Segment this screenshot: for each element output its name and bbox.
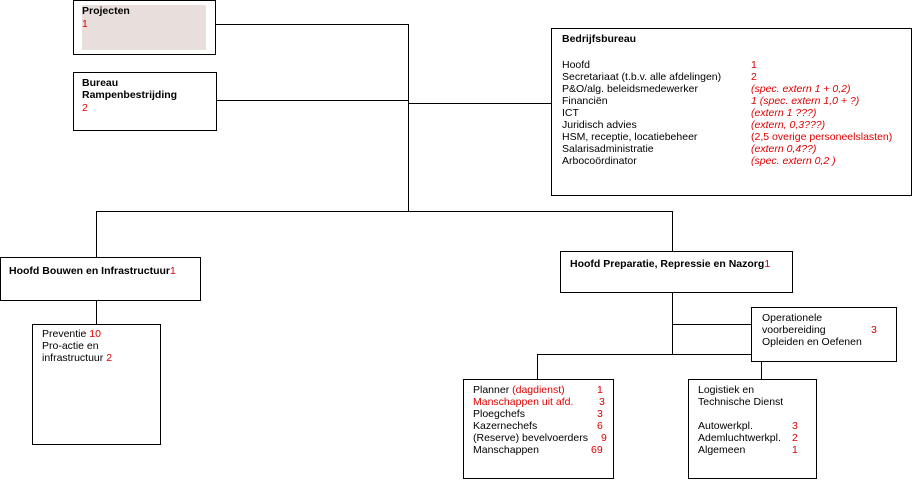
- operationele-line1: Operationele: [762, 312, 823, 324]
- connector-bedrijfsbureau-h: [408, 103, 552, 104]
- planner-row-label: Kazernechefs: [473, 420, 538, 432]
- pro-actie-line: Pro-actie en: [42, 340, 99, 352]
- hoofd-preparatie-title-row: [570, 258, 770, 271]
- hoofd-preparatie-box: [560, 251, 793, 293]
- operationele-count: 3: [871, 324, 877, 336]
- projecten-box: [73, 0, 216, 55]
- bedrijfsbureau-row-value: 1: [751, 59, 757, 71]
- logistiek-line1: Logistiek en: [698, 384, 755, 396]
- planner-row-value: 9: [601, 432, 607, 444]
- logistiek-row-value: 1: [792, 444, 798, 456]
- connector-bouwen-v: [96, 211, 97, 258]
- logistiek-row-label: Ademluchtwerkpl.: [698, 432, 781, 444]
- operationele-line2: voorbereiding: [762, 324, 826, 336]
- bedrijfsbureau-row-label: Juridisch advies: [562, 119, 637, 131]
- bedrijfsbureau-row-label: Secretariaat (t.b.v. alle afdelingen): [562, 71, 722, 83]
- bedrijfsbureau-row-value: 1 (spec. extern 1,0 + ?): [751, 95, 860, 107]
- bedrijfsbureau-row-value: (extern, 0,3???): [751, 119, 826, 131]
- hoofd-bouwen-box: [0, 257, 201, 301]
- connector-planner-v: [537, 354, 538, 380]
- bureau-title-line2: Rampenbestrijding: [82, 89, 178, 101]
- bedrijfsbureau-row-value: (spec. extern 0,2 ): [751, 155, 836, 167]
- connector-preparatie-down-v: [672, 292, 673, 354]
- planner-row-value: 1: [597, 384, 603, 396]
- planner-row-value: 3: [597, 408, 603, 420]
- connector-lower-h: [537, 354, 762, 355]
- hoofd-preparatie-title: Hoofd Preparatie, Repressie en Nazorg: [570, 258, 765, 270]
- bedrijfsbureau-row-label: P&O/alg. beleidsmedewerker: [562, 83, 698, 95]
- bedrijfsbureau-row-label: Hoofd: [562, 59, 591, 71]
- projecten-title: Projecten: [82, 5, 130, 17]
- preventie-box: [32, 324, 161, 445]
- connector-bureau-h: [216, 100, 409, 101]
- planner-row-label: Manschappen: [473, 444, 539, 456]
- planner-row-value: 69: [591, 444, 603, 456]
- logistiek-line2: Technische Dienst: [698, 396, 784, 408]
- connector-operationele-h: [672, 324, 752, 325]
- hoofd-preparatie-count: 1: [764, 258, 771, 270]
- connector-main-h: [96, 211, 673, 212]
- hoofd-bouwen-count: 1: [170, 265, 176, 277]
- preventie-line1: [42, 328, 101, 341]
- infrastructuur-label: infrastructuur: [42, 352, 104, 364]
- projecten-count: 1: [82, 18, 88, 30]
- planner-row-label: Manschappen uit afd.: [473, 396, 574, 408]
- bedrijfsbureau-row-value: (spec. extern 1 + 0,2): [751, 83, 851, 95]
- planner-row-value: 6: [597, 420, 603, 432]
- logistiek-box: [688, 379, 817, 479]
- infrastructuur-count: 2: [106, 352, 113, 364]
- hoofd-bouwen-title: Hoofd Bouwen en Infrastructuur: [9, 265, 170, 277]
- planner-row-label: (Reserve) bevelvoerders: [473, 432, 588, 444]
- bedrijfsbureau-row-label: Salarisadministratie: [562, 143, 654, 155]
- bedrijfsbureau-row-label: ICT: [562, 107, 579, 119]
- planner-row-label: Planner (dagdienst): [473, 384, 565, 396]
- logistiek-row-label: Autowerkpl.: [698, 420, 753, 432]
- bedrijfsbureau-row-label: Financiën: [562, 95, 608, 107]
- logistiek-row-value: 3: [792, 420, 798, 432]
- connector-bouwen-preventie-v: [96, 300, 97, 325]
- planner-row-label: Ploegchefs: [473, 408, 525, 420]
- bureau-title-line1: Bureau: [82, 77, 119, 89]
- preventie-count: 10: [89, 328, 101, 340]
- connector-trunk-v: [408, 24, 409, 212]
- operationele-box: [751, 307, 897, 362]
- bureau-rampenbestrijding-box: [73, 72, 217, 131]
- operationele-line3: Opleiden en Oefenen: [762, 336, 862, 348]
- bedrijfsbureau-title: Bedrijfsbureau: [562, 33, 637, 45]
- bedrijfsbureau-box: [551, 28, 912, 196]
- logistiek-row-label: Algemeen: [698, 444, 746, 456]
- planner-box: [463, 379, 614, 479]
- connector-preparatie-v: [672, 211, 673, 252]
- logistiek-row-value: 2: [792, 432, 798, 444]
- bedrijfsbureau-row-value: (2,5 overige personeelslasten): [751, 131, 893, 143]
- hoofd-bouwen-title-row: [9, 265, 176, 278]
- preventie-label: Preventie: [42, 328, 87, 340]
- bedrijfsbureau-row-label: HSM, receptie, locatiebeheer: [562, 131, 698, 143]
- bedrijfsbureau-row-value: (extern 0,4??): [751, 143, 817, 155]
- infrastructuur-line: [42, 352, 112, 365]
- bedrijfsbureau-row-value: 2: [751, 71, 757, 83]
- bureau-count: 2: [82, 102, 88, 114]
- planner-row-value: 3: [599, 396, 605, 408]
- connector-projecten-h: [215, 24, 409, 25]
- bedrijfsbureau-row-value: (extern 1 ???): [751, 107, 817, 119]
- bedrijfsbureau-row-label: Arbocoördinator: [562, 155, 637, 167]
